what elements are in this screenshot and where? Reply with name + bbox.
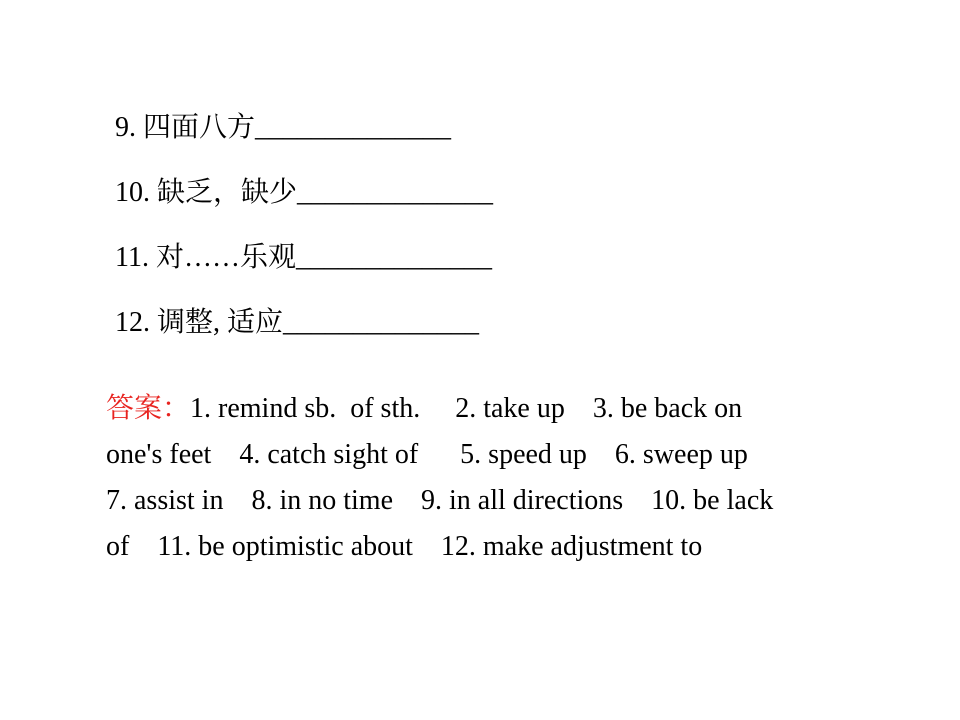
answer-line-4: of 11. be optimistic about 12. make adjustment to [106,531,703,562]
answer-block [106,386,906,570]
question-10: 10. 缺乏，缺少______________ [115,177,494,208]
answer-line-1 [106,386,906,432]
answer-text-1: 1. remind sb. of sth. 2. take up 3. be back on [190,393,743,424]
answer-line-3: 7. assist in 8. in no time 9. in all directions 10. be lack [106,485,774,516]
question-9: 9. 四面八方______________ [115,112,452,143]
question-list [115,108,815,368]
question-11: 11. 对……乐观______________ [115,242,492,273]
answer-line-2: one's feet 4. catch sight of 5. speed up 6. sweep up [106,439,748,470]
answer-label: 答案： [106,393,191,424]
question-12: 12. 调整, 适应______________ [115,307,480,338]
